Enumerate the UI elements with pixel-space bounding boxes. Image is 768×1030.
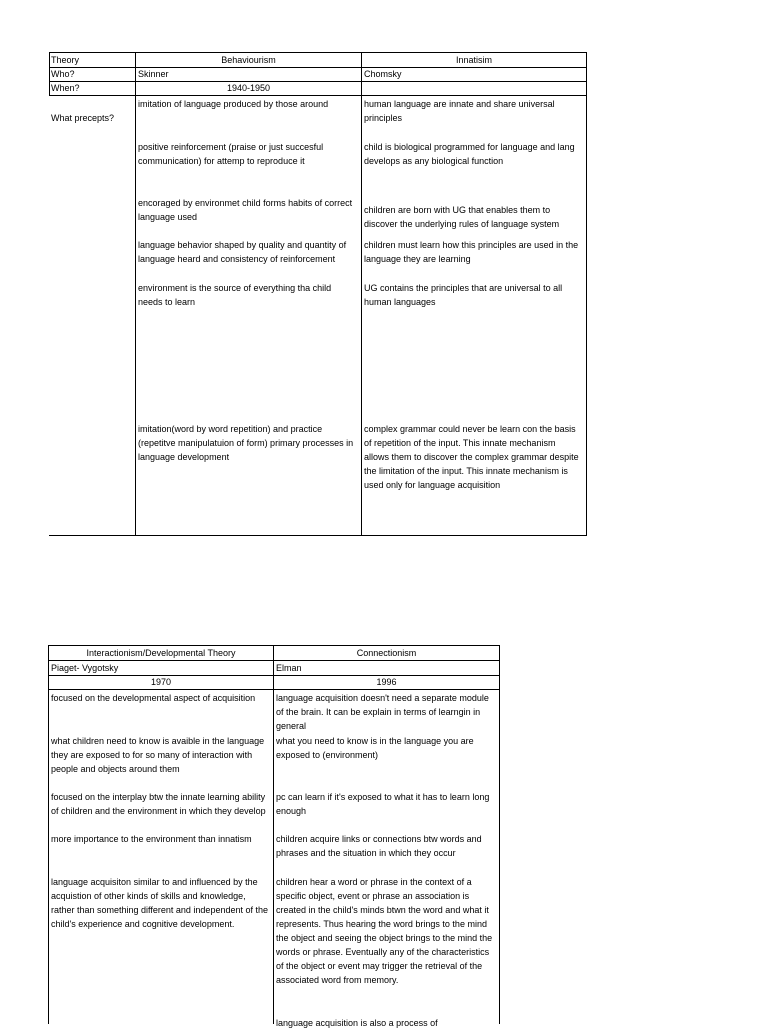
table1-innatism-cell: complex grammar could never be learn con the basis of repetition of the input. This innate mechanism allows them to discover the complex grammar despite the limitation of the input. This innate mechanism is used only for language acquisition <box>364 424 579 490</box>
table1-behaviourism-cell: environment is the source of everything tha child needs to learn <box>138 283 332 307</box>
table2-when-interactionism: 1970 <box>150 677 172 687</box>
table1-innatism-cell: children must learn how this principles are used in the language they are learning <box>364 240 579 264</box>
table1-innatism-cell: child is biological programmed for language and lang develops as any biological function <box>364 142 575 166</box>
table2-border-left <box>48 645 49 1024</box>
table1-behaviourism-cell: encoraged by environmet child forms habits of correct language used <box>138 198 353 222</box>
table2-when-connectionism: 1996 <box>376 677 397 687</box>
table1-innatism-cell: children are born with UG that enables them to discover the underlying rules of language system <box>364 205 560 229</box>
table1-behaviourism-cell: imitation of language produced by those around <box>138 99 329 109</box>
table1-who-behaviourism: Skinner <box>138 69 169 79</box>
table1-border-left <box>49 52 50 95</box>
table1-header-behaviourism: Behaviourism <box>221 55 276 65</box>
table1-behaviourism-cell: imitation(word by word repetition) and practice (repetitve manipulatuion of form) primary processes in language development <box>138 424 354 462</box>
table1-border <box>49 95 586 96</box>
table2-connectionism-cell: pc can learn if it's exposed to what it has to learn long enough <box>276 792 490 816</box>
table2-connectionism-cell: language acquisition is also a process of <box>276 1018 438 1028</box>
table1-border <box>361 52 362 536</box>
table2-who-connectionism: Elman <box>276 663 302 673</box>
table1-who-label: Who? <box>51 69 75 79</box>
table1-innatism-cell: UG contains the principles that are universal to all human languages <box>364 283 563 307</box>
table1-border-bottom <box>49 535 586 536</box>
table2-header-connectionism: Connectionism <box>356 648 417 658</box>
table1-header-innatism: Innatisim <box>455 55 492 65</box>
table2-connectionism-cell: what you need to know is in the language you are exposed to (environment) <box>276 736 474 760</box>
table2-interactionism-cell: what children need to know is avaible in the language they are exposed to for so many of interaction with people and objects around them <box>51 736 265 774</box>
table2-who-interactionism: Piaget- Vygotsky <box>51 663 119 673</box>
table1-when-behaviourism: 1940-1950 <box>226 83 271 93</box>
table1-precepts-label: What precepts? <box>51 113 115 123</box>
table1-behaviourism-cell: language behavior shaped by quality and quantity of language heard and consistency of reinforcement <box>138 240 347 264</box>
table2-connectionism-cell: language acquisition doesn't need a separate module of the brain. It can be explain in terms of learngin in general <box>276 693 489 731</box>
table2-interactionism-cell: language acquisiton similar to and influenced by the acquistion of other kinds of skills and knowledge, rather than something different and independent of the child's experience and cognitive development. <box>51 877 268 929</box>
table1-border-right <box>586 52 587 536</box>
table1-who-innatism: Chomsky <box>364 69 402 79</box>
table1-border <box>49 67 586 68</box>
table1-behaviourism-cell: positive reinforcement (praise or just succesful communication) for attemp to reproduce it <box>138 142 324 166</box>
table2-border-right <box>499 645 500 1024</box>
table2-interactionism-cell: focused on the interplay btw the innate learning ability of children and the environment in which they develop <box>51 792 266 816</box>
table1-when-label: When? <box>51 83 80 93</box>
table1-border <box>135 52 136 536</box>
table2-connectionism-cell: children acquire links or connections btw words and phrases and the situation in which they occur <box>276 834 482 858</box>
table2-connectionism-cell: children hear a word or phrase in the context of a specific object, event or phrase an association is created in the child's minds btwn the word and what it represents. Thus hearing the word brings to the mind the object and seeing the object brings to the mind the words or phrase. Eventually any of the characteristics of the object or event may trigger the retrieval of the associated word from memory. <box>276 877 493 985</box>
table2-header-interactionism: Interactionism/Developmental Theory <box>86 648 236 658</box>
table1-header-theory: Theory <box>51 55 80 65</box>
table2-interactionism-cell: more importance to the environment than innatism <box>51 834 252 844</box>
table2-border <box>273 645 274 1024</box>
table2-border <box>48 689 500 690</box>
table1-innatism-cell: human language are innate and share universal principles <box>364 99 555 123</box>
table2-interactionism-cell: focused on the developmental aspect of acquisition <box>51 693 256 703</box>
